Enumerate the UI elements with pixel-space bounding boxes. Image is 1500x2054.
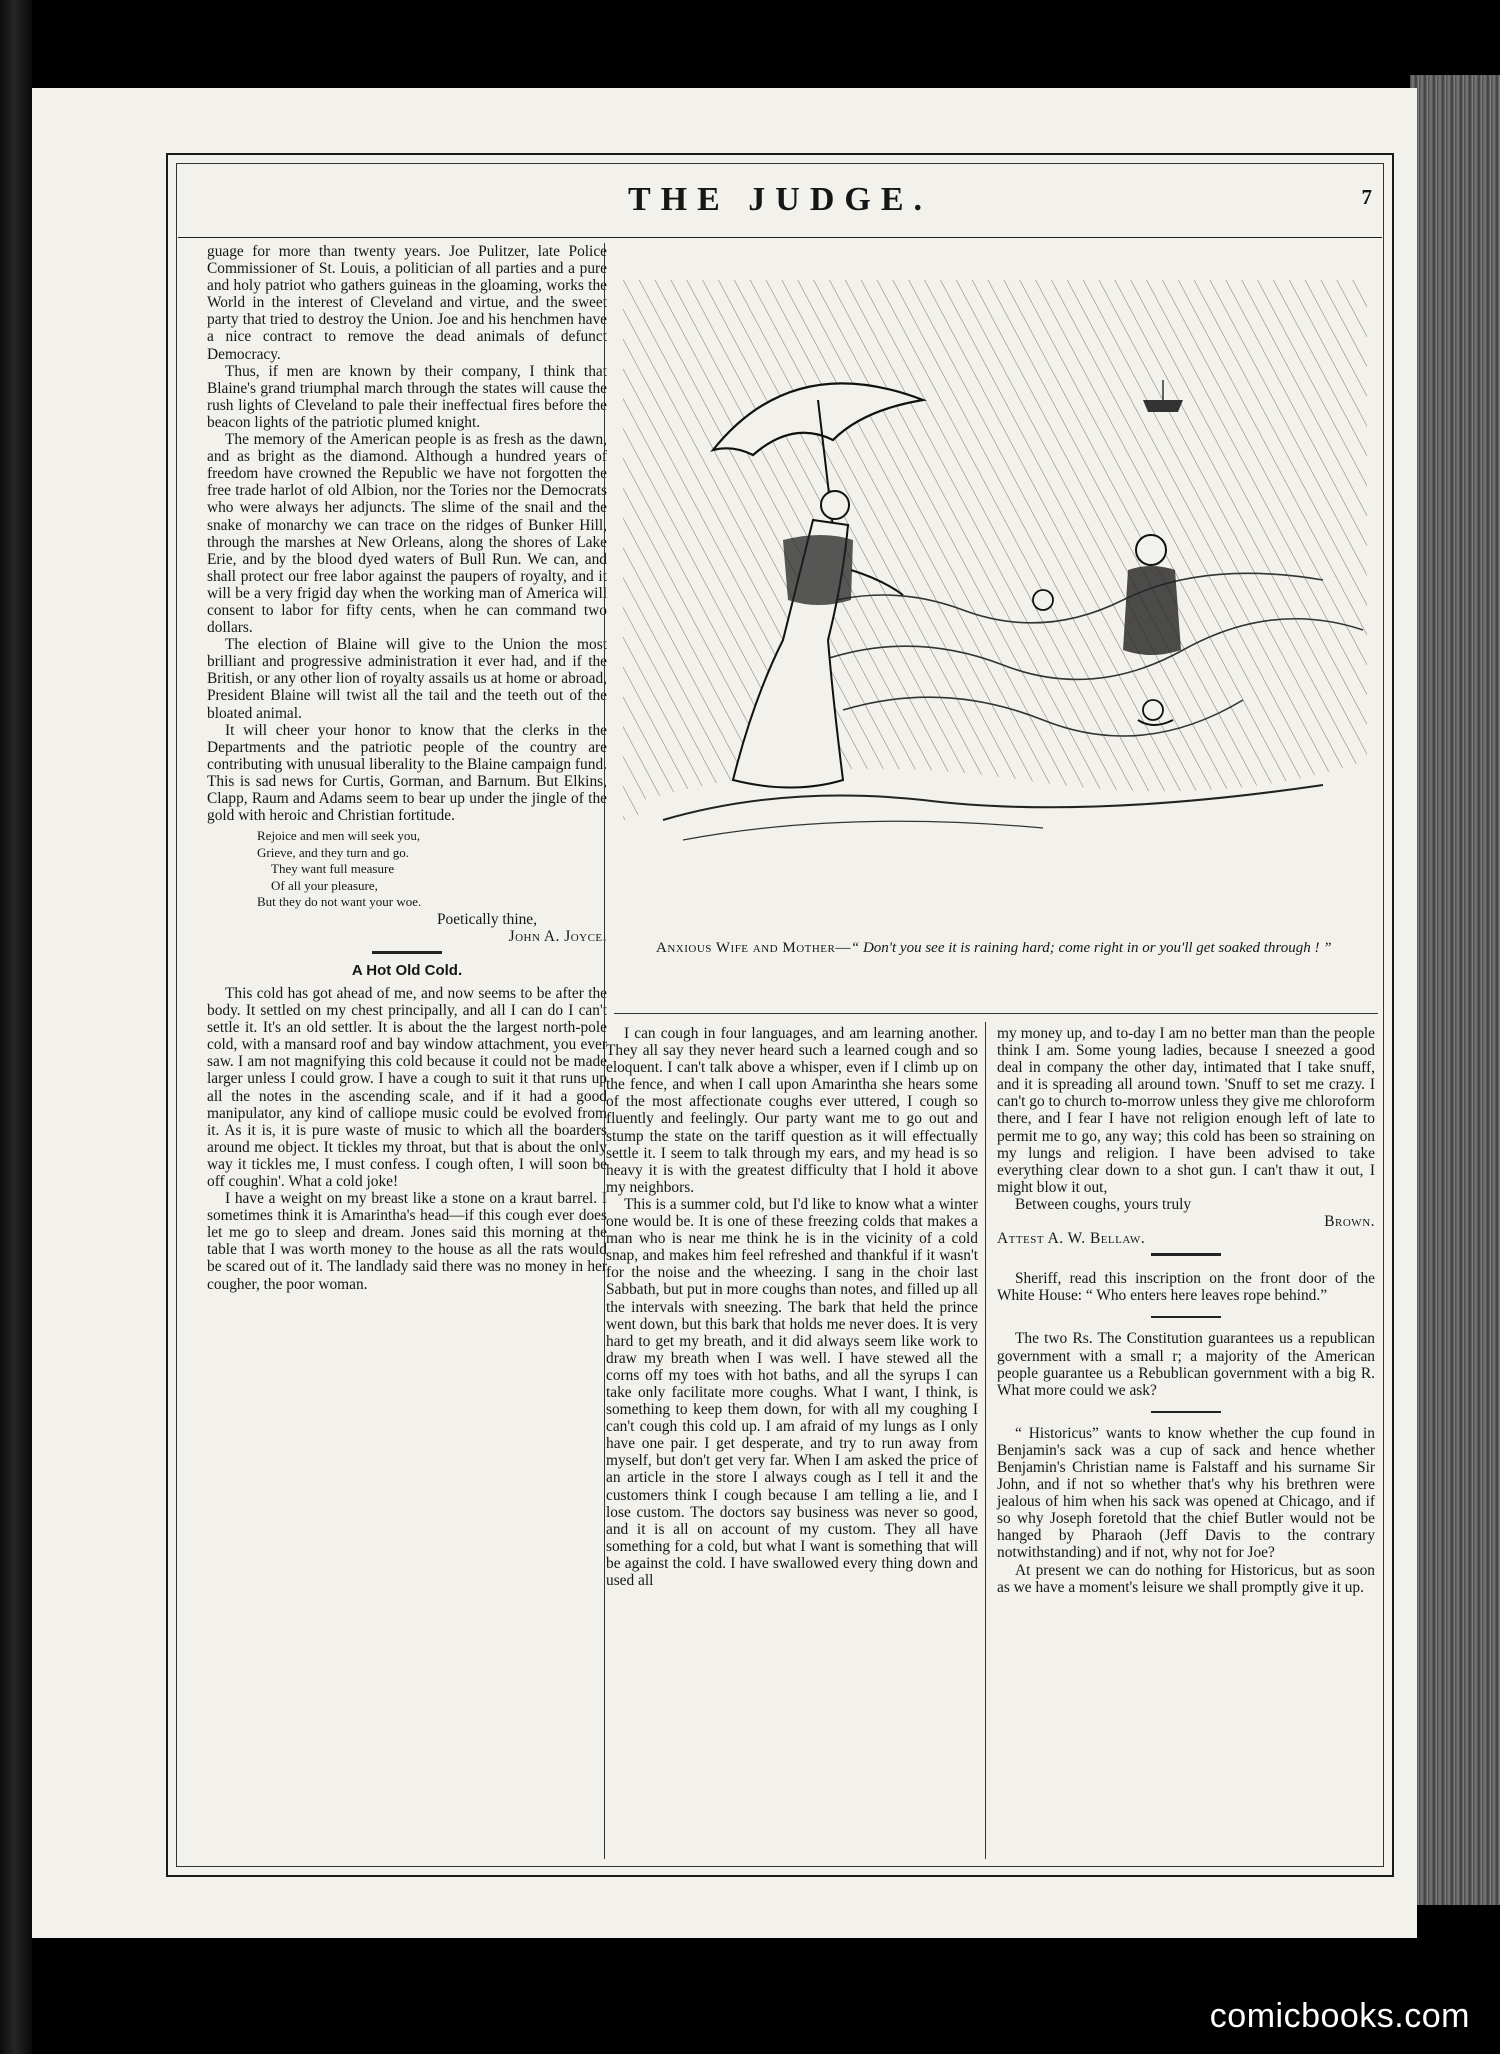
child-head — [1143, 700, 1163, 720]
bather-body — [1123, 566, 1181, 655]
distant-ship — [1143, 400, 1183, 412]
caption-rule — [614, 1013, 1378, 1014]
paragraph: my money up, and to-day I am no better man than the people think I am. Some young ladies, because I sneezed a good deal in company the other day, intimated that I take snuff, and it is spreading all around town. 'Snuff to set me crazy. I can't go to church to-morrow unless they give me chloroform there, and I fear I have not religion enough left of late to permit me to go, any way; this cold has been so straining on my lungs and religion. I have been advised to take everything clear down to a shot gun. I can't thaw it out, I might blow it out, — [997, 1025, 1375, 1196]
poem — [207, 828, 607, 911]
paragraph: I can cough in four languages, and am learning another. They all say they never heard such a learned cough and so eloquent. I can't talk above a whisper, even if I climb up on the fence, and when I call upon Amarintha she hears some of the most affectionate coughs ever uttered, I cough so fluently and feelingly. Our party want me to go out and stump the state on the tariff question as it will effectually settle it. I seem to talk through my ears, and my head is so heavy it is with the greatest difficulty that I hold it above my neighbors. — [606, 1025, 978, 1196]
poem-line: They want full measure — [271, 861, 395, 877]
paragraph: Between coughs, yours truly — [1015, 1195, 1192, 1213]
left-page-gutter — [0, 0, 32, 2054]
column-rule — [604, 243, 605, 1859]
column-3 — [997, 1025, 1375, 1596]
separator-rule — [1151, 1253, 1221, 1256]
paragraph: It will cheer your honor to know that the clerks in the Departments and the patriotic people of the country are contributing with unusual liberality to the Blaine campaign fund. This is sad news for Curtis, Gorman, and Barnum. But Elkins, Clapp, Raum and Adams seem to bear up under the jingle of the gold with heroic and Christian fortitude. — [207, 721, 607, 825]
child-head — [1033, 590, 1053, 610]
article-heading: A Hot Old Cold. — [351, 961, 463, 979]
woman-head — [821, 491, 849, 519]
poem-line: But they do not want your woe. — [257, 894, 422, 910]
paragraph: At present we can do nothing for Historicus, but as soon as we have a moment's leisure we shall promptly give it up. — [997, 1561, 1375, 1596]
masthead-title: THE JUDGE. — [627, 181, 933, 218]
attest-line: Attest A. W. Bellaw. — [997, 1230, 1146, 1248]
caption-quote: “ Don't you see it is raining hard; come right in or you'll get soaked through ! ” — [850, 940, 1332, 956]
masthead-rule — [178, 237, 1382, 238]
signature: John A. Joyce. — [508, 927, 607, 945]
poem-line: Grieve, and they turn and go. — [257, 844, 409, 860]
page-frame — [166, 153, 1394, 1877]
signature: Brown. — [1324, 1213, 1375, 1231]
separator-rule — [1151, 1411, 1221, 1413]
column-2 — [606, 1025, 978, 1589]
bather-head — [1136, 535, 1166, 565]
closing: Poetically thine, — [436, 910, 537, 928]
book-page-edges — [1410, 75, 1500, 1905]
paragraph: The memory of the American people is as fresh as the dawn, and as bright as the diamond. Although a hundred years of freedom have crowned the Republic we have not forgotten the free trade harlot of old Albion, nor the Tories nor the Democrats who were always her adjuncts. The slime of the snail and the snake of monarchy we can trace on the ridges of Bunker Hill, through the marshes at New Orleans, along the shores of Lake Erie, and by the blood dyed waters of Bull Run. We can, and shall protect our free labor against the paupers of royalty, and it will be a very frigid day when the working man of America will consent to labor for fifty cents, when he can command two dollars. — [207, 431, 607, 637]
cartoon-illustration — [623, 280, 1367, 860]
poem-line: Rejoice and men will seek you, — [257, 828, 421, 844]
paragraph: I have a weight on my breast like a stone on a kraut barrel. I sometimes think it is Amarintha's head—if this cough ever does let me go to sleep and dream. Jones said this morning at the table that I was worth money to the house as all the rats would be scared out of it. The landlady said there was no money in her cougher, the poor woman. — [207, 1190, 607, 1293]
paragraph: “ Historicus” wants to know whether the cup found in Benjamin's sack was a cup of sack and hence whether Benjamin's Christian name is Falstaff and his surname Sir John, and if not so whether that's why his brethren were jealous of him when his sack was opened at Chicago, and if so why Joseph foretold that the chief Butler would not be hanged by Pharaoh (Jeff Davis to the contrary notwithstanding) and if not, why not for Joe? — [997, 1424, 1375, 1562]
cartoon-caption — [614, 937, 1374, 959]
paragraph: The two Rs. The Constitution guarantees us a republican government with a small r; a majority of the American people guarantee us a Rebublican government with a big R. What more could we ask? — [997, 1330, 1375, 1399]
paragraph: Sheriff, read this inscription on the front door of the White House: “ Who enters here leaves rope behind.” — [997, 1270, 1375, 1305]
paragraph: Thus, if men are known by their company, I think that Blaine's grand triumphal march through the states will cause the rush lights of Cleveland to pale their ineffectual fires before the beacon lights of the patriotic plumed knight. — [207, 362, 607, 431]
paragraph: This is a summer cold, but I'd like to know what a winter one would be. It is one of these freezing colds that makes a man who is near me think he is in the vicinity of a cold snap, and makes him feel refreshed and thankful if it wasn't for the noise and the wheezing. I sang in the choir last Sabbath, but put in more coughs than notes, and filled up all the intervals with sneezing. The bark that held the prince went down, but this bark that holds me never does. It is very hard to get my breath, and it did always seem like work to draw my breath when I was well. I have stewed all the corns off my toes with hot baths, and all the syrups I can take only facilitate more coughs. What I want, I think, is something to keep them down, for with all my coughing I can't cough this cold up. I am afraid of my lungs as I only have one pair. I get desperate, and try to run away from myself, but don't get very far. When I am asked the price of an article in the store I always cough as I tell it and the customers think I cough because I am telling a lie, and I lose custom. The doctors say business was never so good, and it is all on account of my custom. They all have something for a cold, but what I want is something that will be against the cold. I have swallowed every thing down and used all — [606, 1195, 978, 1589]
column-rule — [985, 1022, 986, 1859]
separator-rule — [1151, 1316, 1221, 1318]
poem-line: Of all your pleasure, — [271, 877, 378, 893]
separator-rule — [372, 951, 442, 954]
watermark: comicbooks.com — [1209, 1997, 1470, 2035]
page-number: 7 — [1361, 185, 1372, 209]
paragraph: The election of Blaine will give to the Union the most brilliant and progressive administration it ever had, and if the British, or any other lion of royalty assails us at home or abroad, President Blaine will twist all the tail and the teeth out of the bloated animal. — [207, 636, 607, 722]
paragraph: This cold has got ahead of me, and now seems to be after the body. It settled on my chest principally, and all I can do I can't settle it. It's an old settler. It is about the the largest north-pole cold, with a mansard roof and bay window attachment, you ever saw. I am not magnifying this cold because it could not be made larger unless I could grow. I have a cough to suit it that runs up all the notes in the ascending scale, and if it had a good manipulator, any kind of calliope music could be evolved from it. As it is, it is pure waste of music to which all the boarders around me object. It tickles my throat, but that is about the only way it tickles me, I must confess. I cough often, I will soon be off coughin'. What a cold joke! — [207, 984, 607, 1190]
rain-lines — [623, 280, 1367, 820]
column-1 — [207, 243, 607, 1293]
caption-speaker: Anxious Wife and Mother— — [656, 940, 851, 956]
paragraph: guage for more than twenty years. Joe Pulitzer, late Police Commissioner of St. Louis, a politician of all parties and a pure and holy patriot who gathers guineas in the gloaming, works the World in the interest of Cleveland and virtue, and the sweet party that tried to destroy the Union. Joe and his henchmen have a nice contract to remove the dead animals of defunct Democracy. — [207, 243, 607, 363]
